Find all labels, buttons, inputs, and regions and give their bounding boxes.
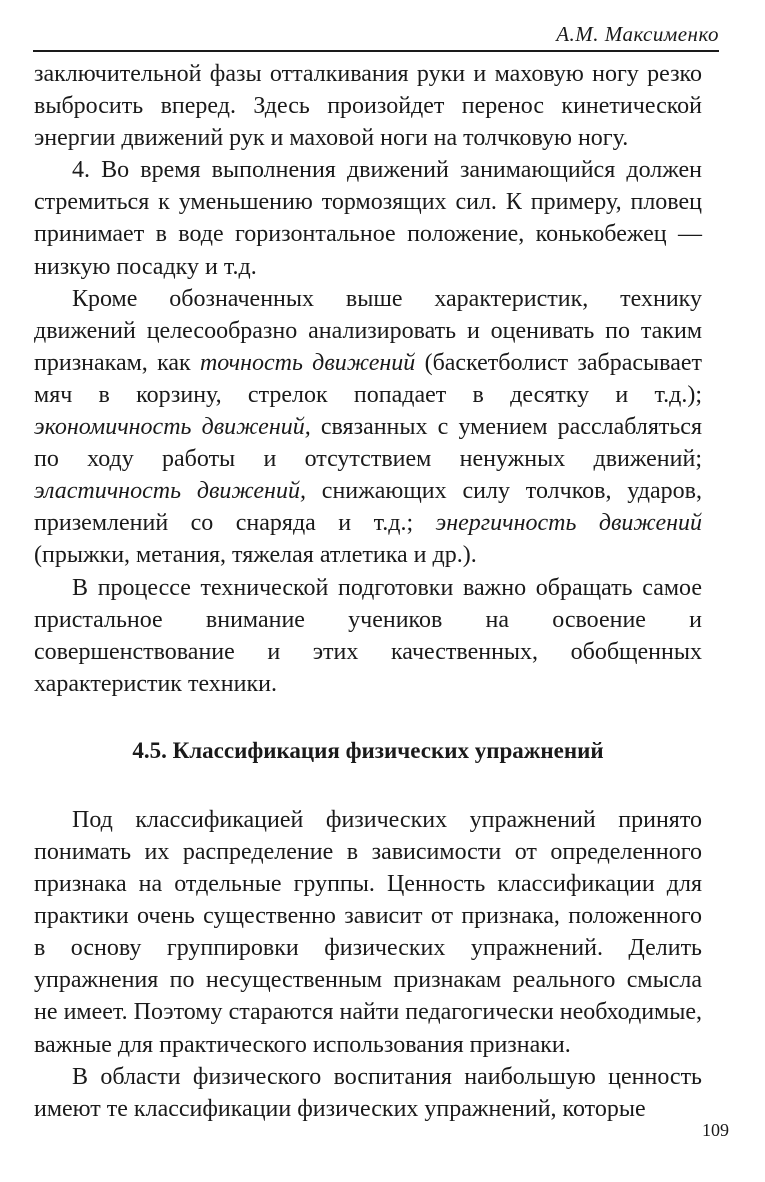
page-number: 109 — [702, 1120, 729, 1140]
text-run: связанных с умением расслабляться по ходу работы и отсутствием ненужных движений; — [34, 414, 702, 473]
paragraph-movement-characteristics — [34, 283, 702, 572]
header-rule — [33, 50, 719, 52]
paragraph-continuation: заключительной фазы отталкивания руки и маховую ногу резко выбросить вперед. Здесь произойдет перенос кинетической энергии движений рук и маховой ноги на толчковую ногу. — [34, 61, 702, 152]
text-run: снижающих силу толчков, ударов, приземлений со снаряда и т.д.; — [34, 478, 702, 537]
paragraph-technical-training: В процессе технической подготовки важно обращать самое пристальное внимание учеников на освоение и совершенствование и этих качественных, обобщенных характеристик техники. — [34, 574, 702, 697]
emphasis-accuracy: точность движений — [199, 349, 416, 376]
emphasis-elasticity: эластичность движений, — [34, 478, 306, 505]
paragraph-item-4: 4. Во время выполнения движений занимающийся должен стремиться к уменьшению тормозящих сил. К примеру, пловец принимает в воде горизонтальное положение, конькобежец — низкую посадку и т.д. — [34, 157, 702, 280]
body-text — [34, 58, 702, 1125]
emphasis-energy: энергичность движений — [435, 510, 703, 537]
paragraph-classification-definition: Под классификацией физических упражнений принято понимать их распределение в зависимости от определенного признака на отдельные группы. Ценность классификации для практики очень существенно зависит от признака, положенного в основу группировки физических упражнений. Делить упражнения по несущественным признакам реального смысла не имеет. Поэтому стараются найти педагогически необходимые, важные для практического использования признаки. — [34, 806, 702, 1058]
section-heading: 4.5. Классификация физических упражнений — [132, 737, 604, 763]
paragraph-classification-value: В области физического воспитания наибольшую ценность имеют те классификации физических упражнений, которые — [34, 1063, 702, 1122]
running-head-author: А.М. Максименко — [556, 22, 719, 46]
text-run: (баскетболист забрасывает мяч в корзину, стрелок попадает в десятку и т.д.); — [34, 349, 702, 408]
emphasis-economy: экономичность движений, — [34, 414, 311, 441]
text-run: (прыжки, метания, тяжелая атлетика и др.). — [34, 542, 477, 569]
text-run: Кроме обозначенных выше характеристик, технику движений целесообразно анализировать и оценивать по таким признакам, как — [34, 285, 702, 376]
